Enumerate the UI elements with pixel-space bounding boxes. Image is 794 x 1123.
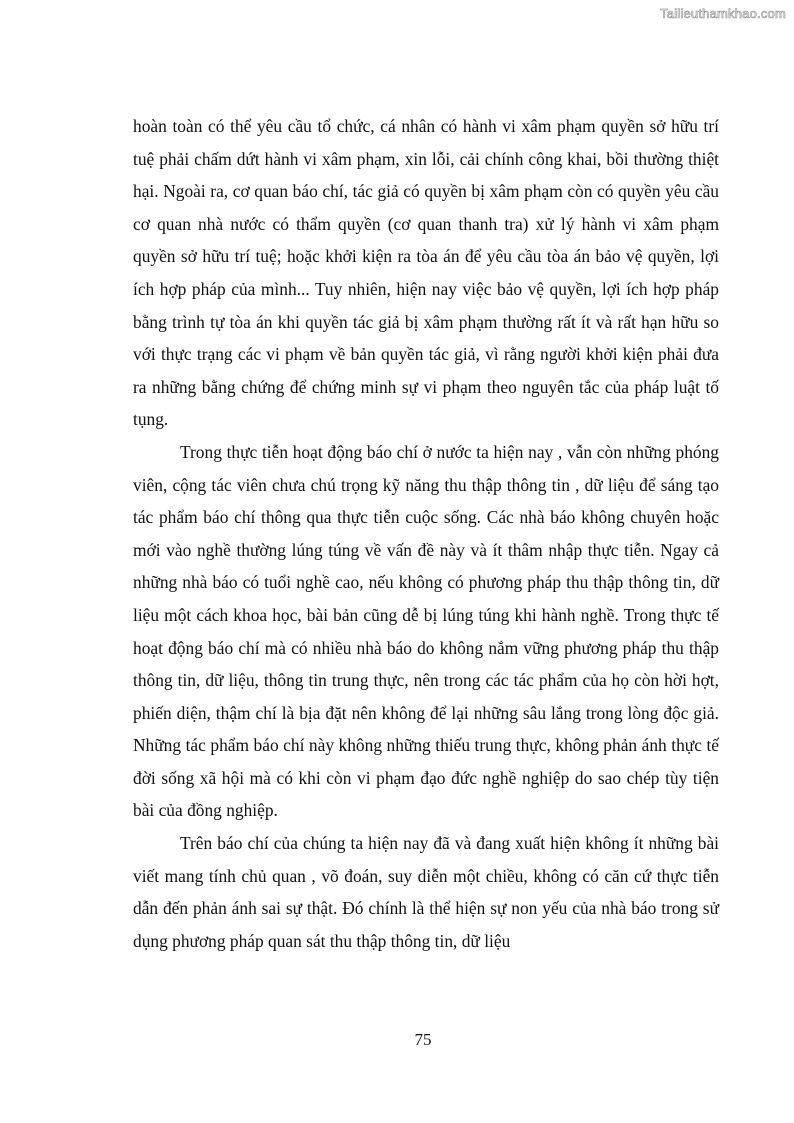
paragraph-2: Trong thực tiễn hoạt động báo chí ở nước ta hiện nay , vẫn còn những phóng viên, cộng tác viên chưa chú trọng kỹ năng thu thập thông tin , dữ liệu để sáng tạo tác phẩm báo chí thông qua thực tiễn cuộc sống. Các nhà báo không chuyên hoặc mới vào nghề thường lúng túng về vấn đề này và ít thâm nhập thực tiễn. Ngay cả những nhà báo có tuổi nghề cao, nếu không có phương pháp thu thập thông tin, dữ liệu một cách khoa học, bài bản cũng dễ bị lúng túng khi hành nghề. Trong thực tế hoạt động báo chí mà có nhiều nhà báo do không nắm vững phương pháp thu thập thông tin, dữ liệu, thông tin trung thực, nên trong các tác phẩm của họ còn hời hợt, phiến diện, thậm chí là bịa đặt nên không để lại những sâu lắng trong lòng độc giả. Những tác phẩm báo chí này không những thiếu trung thực, không phản ánh thực tế đời sống xã hội mà có khi còn vi phạm đạo đức nghề nghiệp do sao chép tùy tiện bài của đồng nghiệp.	[133, 441, 719, 821]
paragraph-1: hoàn toàn có thể yêu cầu tổ chức, cá nhân có hành vi xâm phạm quyền sở hữu trí tuệ phải chấm dứt hành vi xâm phạm, xin lỗi, cải chính công khai, bồi thường thiệt hại. Ngoài ra, cơ quan báo chí, tác giả có quyền bị xâm phạm còn có quyền yêu cầu cơ quan nhà nước có thẩm quyền (cơ quan thanh tra) xử lý hành vi xâm phạm quyền sở hữu trí tuệ; hoặc khởi kiện ra tòa án để yêu cầu tòa án bảo vệ quyền, lợi ích hợp pháp của mình... Tuy nhiên, hiện nay việc bảo vệ quyền, lợi ích hợp pháp bằng trình tự tòa án khi quyền tác giả bị xâm phạm thường rất ít và rất hạn hữu so với thực trạng các vi phạm về bản quyền tác giả, vì rằng người khởi kiện phải đưa ra những bằng chứng để chứng minh sự vi phạm theo nguyên tắc của pháp luật tố tụng.	[133, 116, 719, 430]
paragraph-3: Trên báo chí của chúng ta hiện nay đã và đang xuất hiện không ít những bài viết mang tính chủ quan , võ đoán, suy diễn một chiều, không có căn cứ thực tiễn dẫn đến phản ánh sai sự thật. Đó chính là thể hiện sự non yếu của nhà báo trong sử dụng phương pháp quan sát thu thập thông tin, dữ liệu	[133, 833, 719, 951]
page-number: 75	[414, 1030, 432, 1049]
document-body	[133, 110, 719, 957]
watermark: Tailieuthamkhao.com	[660, 6, 786, 21]
